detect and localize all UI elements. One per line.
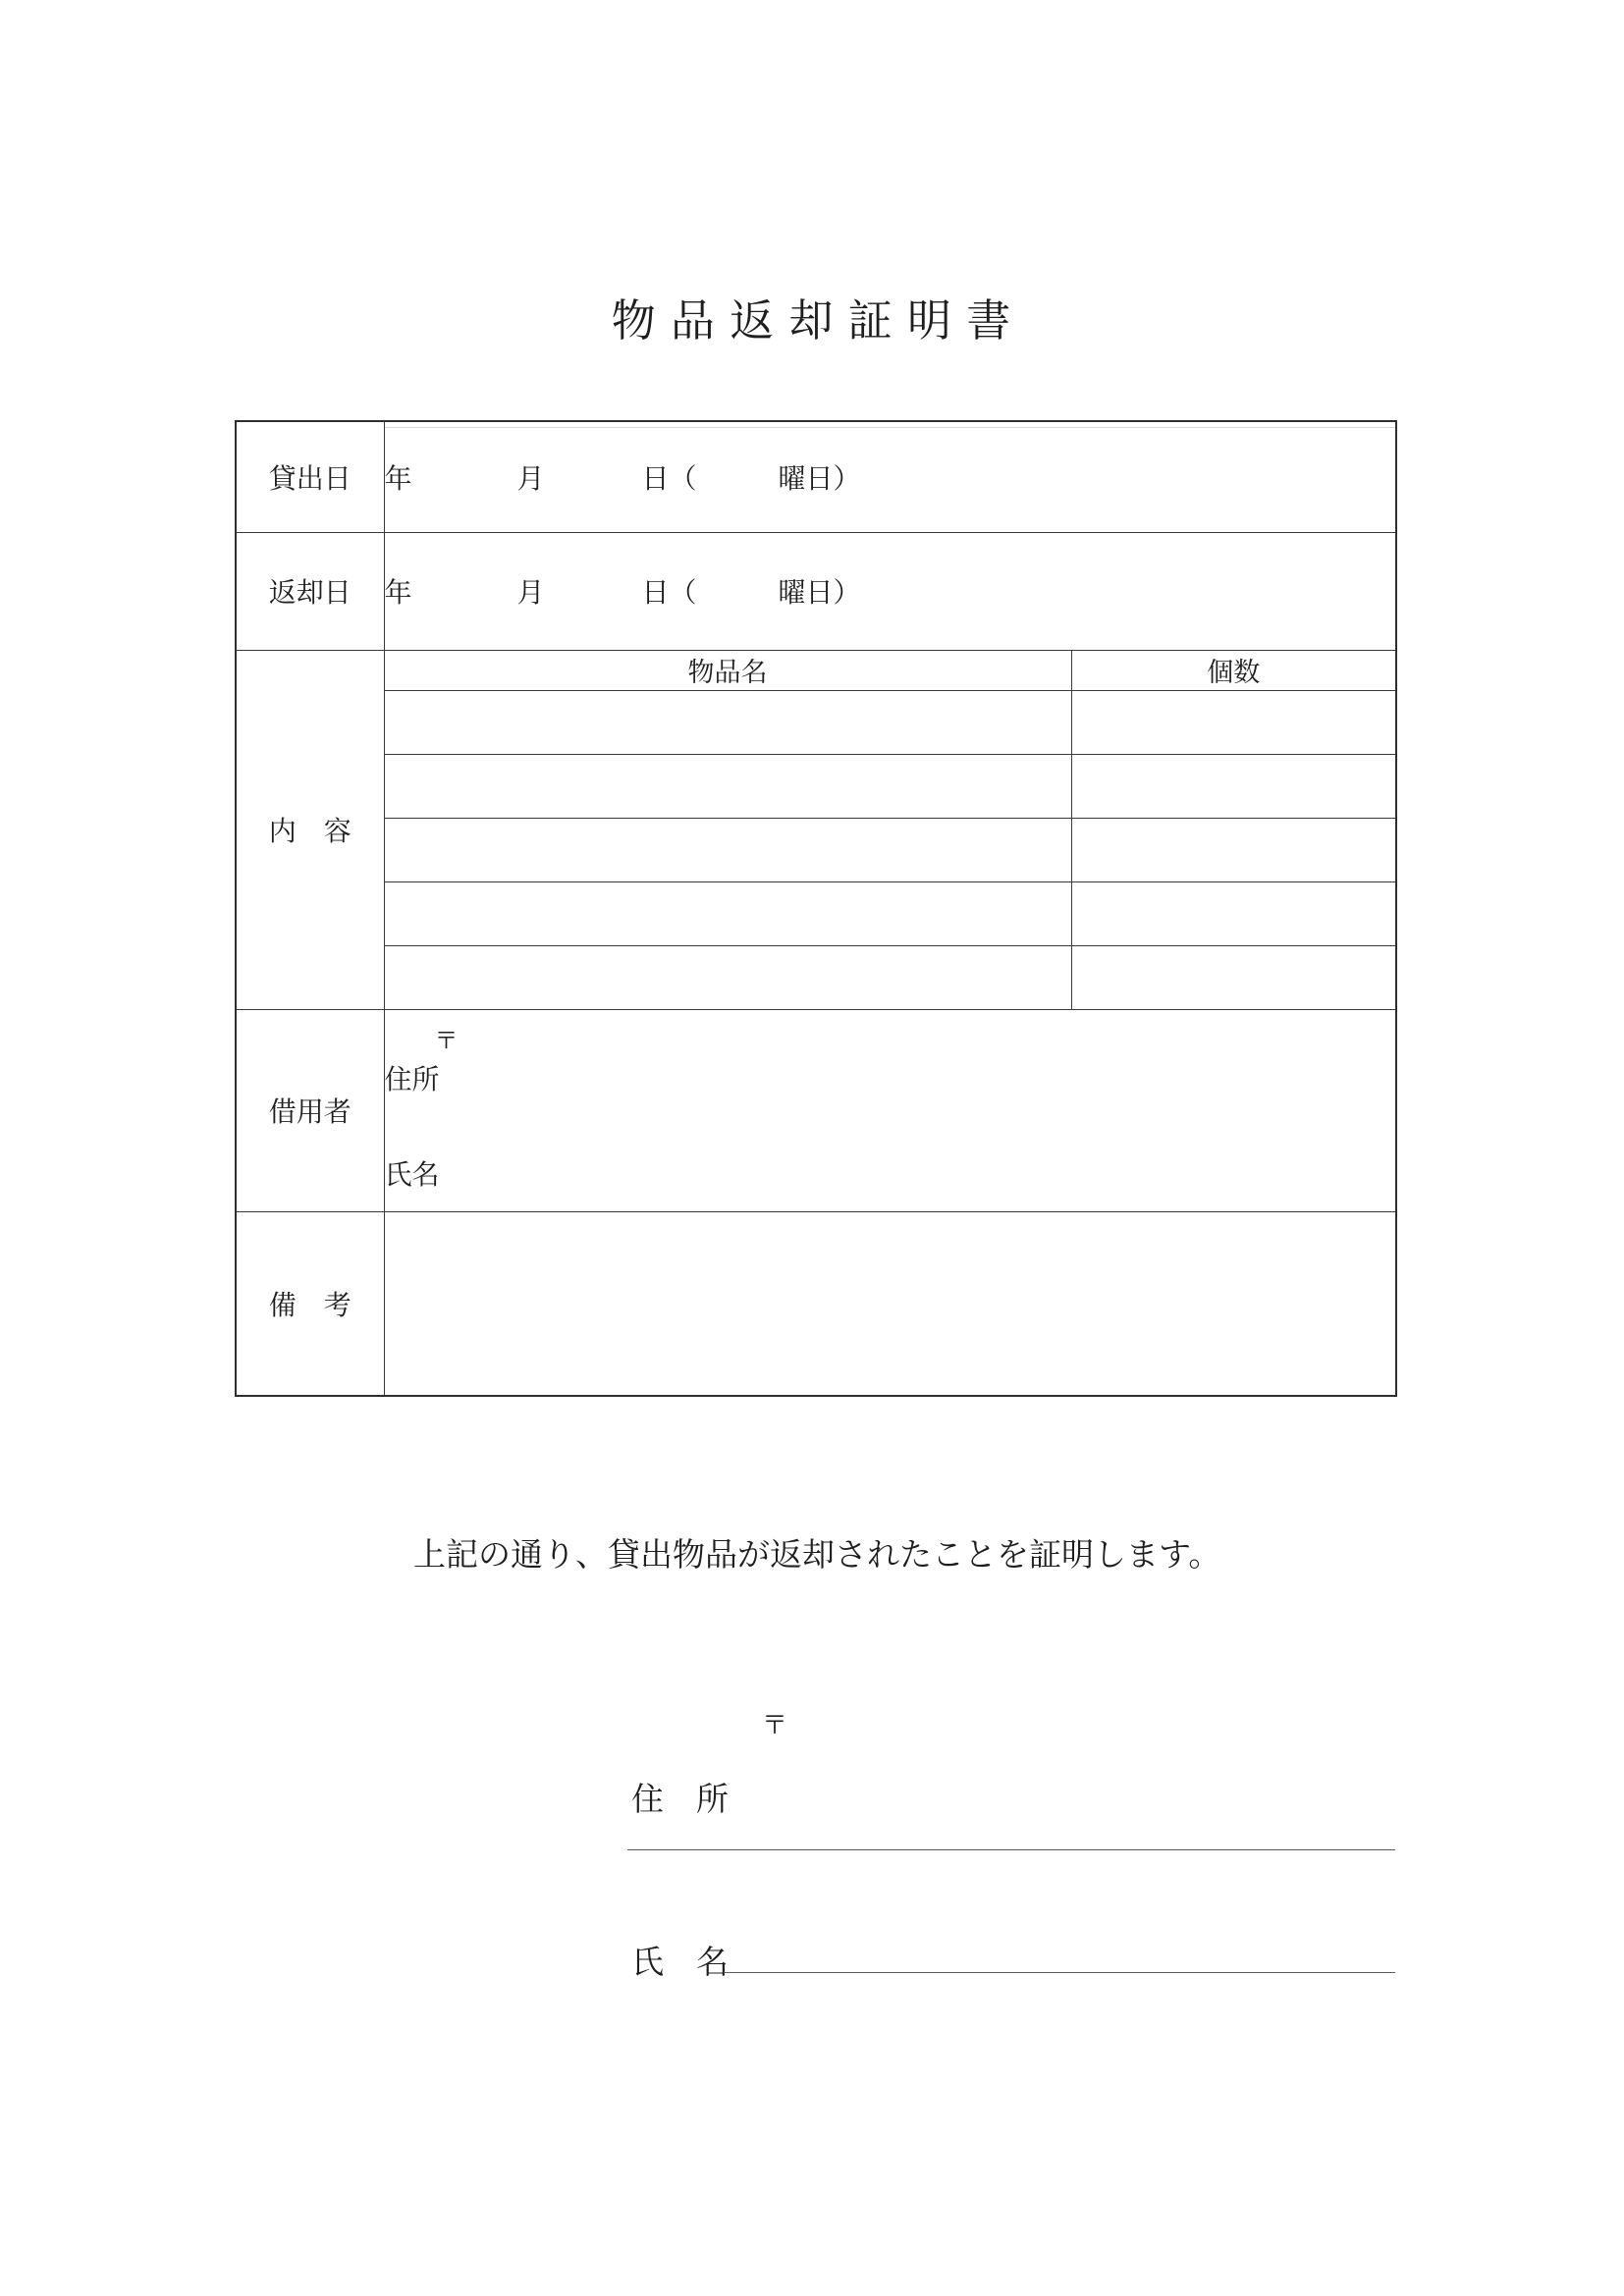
signature-address-label: 住 所 (631, 1783, 729, 1818)
certification-statement: 上記の通り、貸出物品が返却されたことを証明します。 (413, 1538, 1221, 1574)
lend-date-field[interactable] (384, 421, 1396, 532)
lend-month-label: 月 (516, 463, 545, 495)
return-year-label: 年 (384, 578, 412, 609)
item-row (236, 945, 1396, 1009)
signature-name-line[interactable] (724, 1972, 1395, 1973)
quantity-field[interactable] (1071, 690, 1396, 754)
return-date-label: 返却日 (236, 532, 384, 650)
item-name-field[interactable] (384, 945, 1071, 1009)
signature-postal-mark-icon: 〒 (762, 1711, 788, 1739)
page-title: 物 品 返 却 証 明 書 (611, 296, 1013, 346)
item-row (236, 690, 1396, 754)
contents-header-row (236, 650, 1396, 690)
return-month-label: 月 (516, 578, 545, 609)
return-form-table (235, 420, 1397, 1397)
item-name-field[interactable] (384, 881, 1071, 945)
signature-name-label: 氏 名 (631, 1946, 729, 1981)
remarks-row (236, 1211, 1396, 1396)
item-name-field[interactable] (384, 818, 1071, 881)
borrower-label: 借用者 (236, 1009, 384, 1211)
return-date-row (236, 532, 1396, 650)
remarks-label: 備 考 (236, 1211, 384, 1396)
return-date-field[interactable] (384, 532, 1396, 650)
lend-date-label: 貸出日 (236, 421, 384, 532)
postal-mark-icon: 〒 (434, 1029, 459, 1054)
lend-date-row (236, 421, 1396, 532)
item-row (236, 754, 1396, 818)
lend-weekday-label: 曜日） (778, 463, 861, 495)
borrower-address-label: 住所 (384, 1064, 440, 1095)
borrower-name-label: 氏名 (384, 1160, 440, 1192)
quantity-field[interactable] (1071, 881, 1396, 945)
contents-label: 内 容 (236, 650, 384, 1009)
quantity-field[interactable] (1071, 945, 1396, 1009)
item-row (236, 818, 1396, 881)
return-weekday-label: 曜日） (778, 578, 861, 609)
item-name-field[interactable] (384, 690, 1071, 754)
lend-year-label: 年 (384, 463, 412, 495)
return-day-label: 日（ (641, 578, 697, 609)
borrower-field[interactable] (384, 1009, 1396, 1211)
remarks-field[interactable] (384, 1211, 1396, 1396)
signature-address-line[interactable] (627, 1849, 1395, 1850)
borrower-row (236, 1009, 1396, 1211)
quantity-header: 個数 (1071, 650, 1396, 690)
lend-day-label: 日（ (641, 463, 697, 495)
quantity-field[interactable] (1071, 754, 1396, 818)
quantity-field[interactable] (1071, 818, 1396, 881)
item-row (236, 881, 1396, 945)
item-name-header: 物品名 (384, 650, 1071, 690)
item-name-field[interactable] (384, 754, 1071, 818)
